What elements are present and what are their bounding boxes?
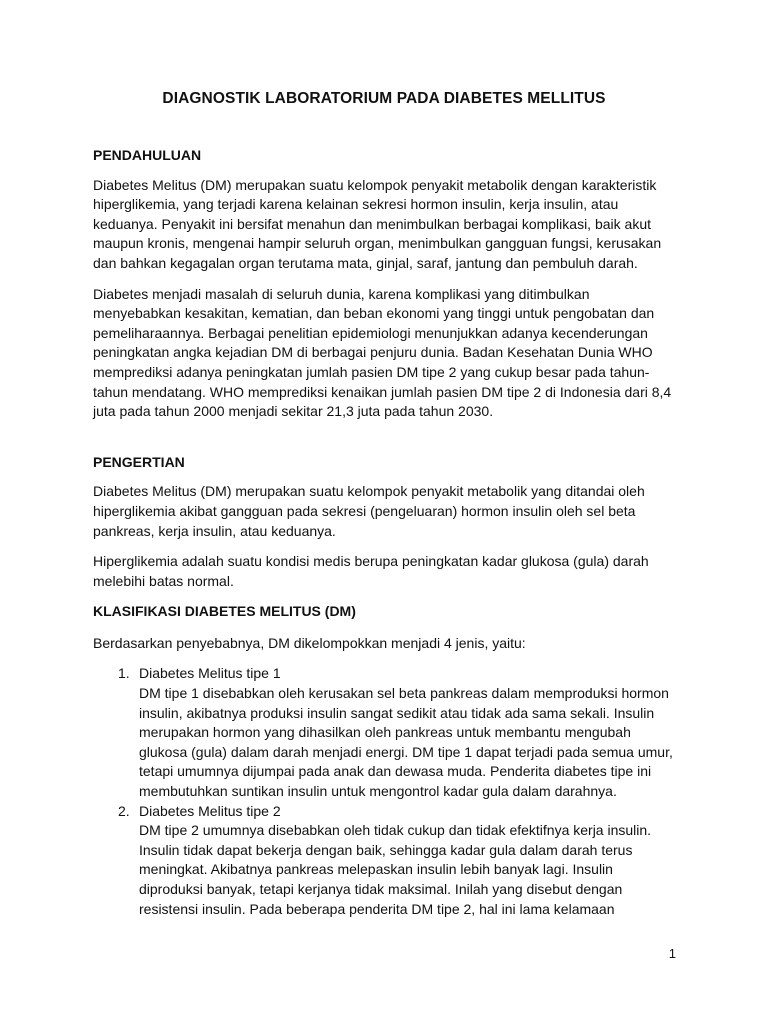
paragraph-pendahuluan-1: Diabetes Melitus (DM) merupakan suatu kelompok penyakit metabolik dengan karakteristik hiperglikemia, yang terjadi karena kelainan sekresi hormon insulin, kerja insulin, atau keduanya. Penyakit ini bersifat menahun dan menimbulkan berbagai komplikasi, baik akut maupun kronis, mengenai hampir seluruh organ, menimbulkan gangguan fungsi, kerusakan dan bahkan kegagalan organ terutama mata, ginjal, saraf, jantung dan pembuluh darah. — [93, 176, 662, 271]
diabetes-type-list — [93, 664, 678, 919]
list-item — [93, 802, 678, 920]
page-number: 1 — [668, 946, 676, 961]
document-body — [93, 146, 678, 919]
list-item-number: 2. — [118, 802, 130, 819]
document-title: DIAGNOSTIK LABORATORIUM PADA DIABETES MELLITUS — [162, 90, 606, 107]
paragraph-pendahuluan-2: Diabetes menjadi masalah di seluruh dunia, karena komplikasi yang ditimbulkan menyebabkan kesakitan, kematian, dan beban ekonomi yang tinggi untuk pengobatan dan pemeliharaannya. Berbagai penelitian epidemiologi menunjukkan adanya kecenderungan peningkatan angka kejadian DM di berbagai penjuru dunia. Badan Kesehatan Dunia WHO memprediksi adanya peningkatan jumlah pasien DM tipe 2 yang cukup besar pada tahun-tahun mendatang. WHO memprediksi kenaikan jumlah pasien DM tipe 2 di Indonesia dari 8,4 juta pada tahun 2000 menjadi sekitar 21,3 juta pada tahun 2030. — [93, 285, 672, 420]
list-item-title: Diabetes Melitus tipe 2 — [139, 802, 281, 819]
section-heading-klasifikasi: KLASIFIKASI DIABETES MELITUS (DM) — [93, 603, 356, 620]
section-heading-pengertian: PENGERTIAN — [93, 453, 185, 470]
paragraph-pengertian-1: Diabetes Melitus (DM) merupakan suatu kelompok penyakit metabolik yang ditandai oleh hiperglikemia akibat gangguan pada sekresi (pengeluaran) hormon insulin oleh sel beta pankreas, kerja insulin, atau keduanya. — [93, 483, 645, 539]
list-item-title: Diabetes Melitus tipe 1 — [139, 665, 281, 682]
list-item-text: DM tipe 1 disebabkan oleh kerusakan sel beta pankreas dalam memproduksi hormon insulin, akibatnya produksi insulin sangat sedikit atau tidak ada sama sekali. Insulin merupakan hormon yang dihasilkan oleh pankreas untuk membantu mengubah glukosa (gula) dalam darah menjadi energi. DM tipe 1 dapat terjadi pada semua umur, tetapi umumnya dijumpai pada anak dan dewasa muda. Penderita diabetes tipe ini membutuhkan suntikan insulin untuk mengontrol kadar gula dalam darahnya. — [139, 685, 673, 800]
paragraph-klasifikasi-intro: Berdasarkan penyebabnya, DM dikelompokkan menjadi 4 jenis, yaitu: — [93, 634, 526, 651]
list-item-text: DM tipe 2 umumnya disebabkan oleh tidak cukup dan tidak efektifnya kerja insulin. Insulin tidak dapat bekerja dengan baik, sehingga kadar gula dalam darah terus meningkat. Akibatnya pankreas melepaskan insulin lebih banyak lagi. Insulin diproduksi banyak, tetapi kerjanya tidak maksimal. Inilah yang disebut dengan resistensi insulin. Pada beberapa penderita DM tipe 2, hal ini lama kelamaan — [139, 822, 652, 917]
section-heading-pendahuluan: PENDAHULUAN — [93, 147, 202, 163]
section-spacer — [93, 433, 678, 453]
list-item-number: 1. — [118, 665, 130, 682]
paragraph-pengertian-2: Hiperglikemia adalah suatu kondisi medis berupa peningkatan kadar glukosa (gula) darah melebihi batas normal. — [93, 553, 649, 589]
list-item — [93, 664, 678, 801]
